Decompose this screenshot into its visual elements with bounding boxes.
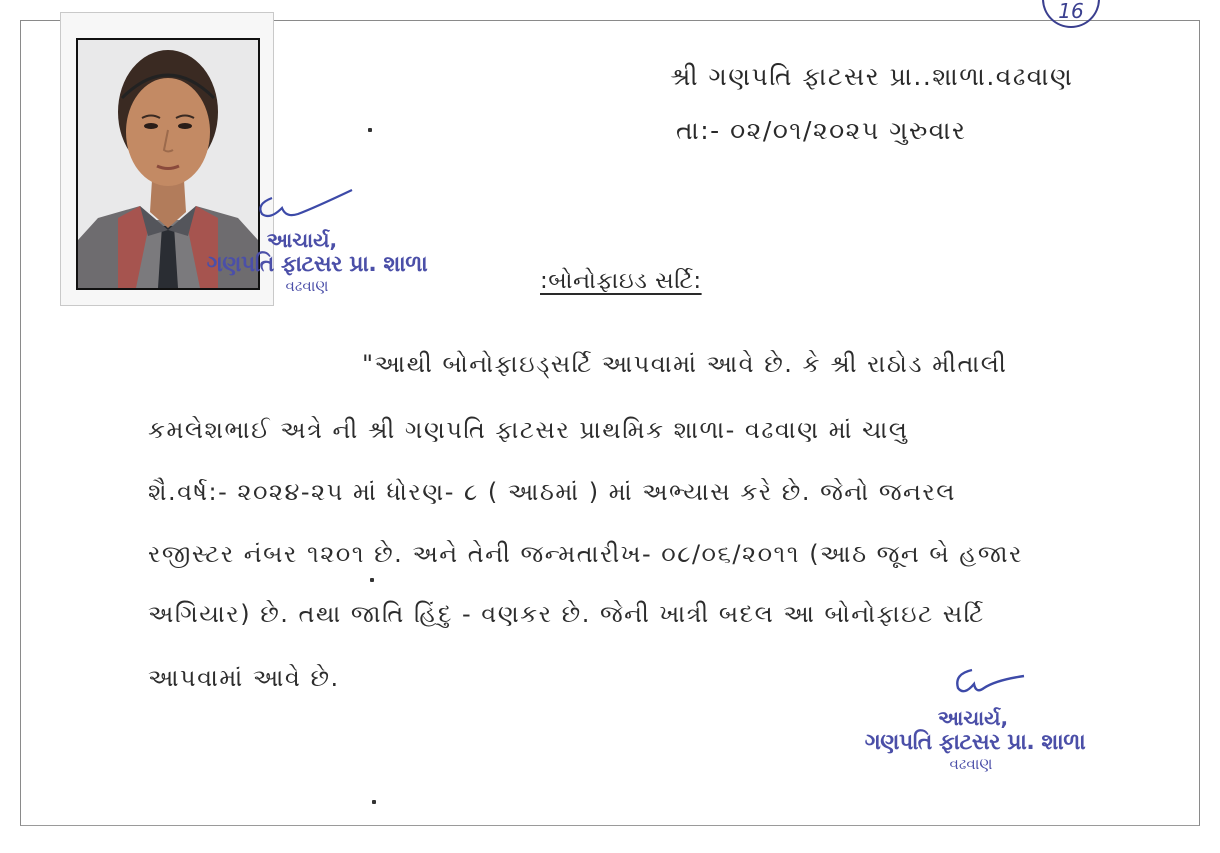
stamp-place: વઢવાણ [285, 277, 329, 295]
principal-signature-bottom [944, 654, 1034, 704]
stamp-org: ગણપતિ ફાટસર પ્રા. શાળા [206, 252, 428, 277]
body-line: કમલેશભાઈ અત્રે ની શ્રી ગણપતિ ફાટસર પ્રાથમિક શાળા- વઢવાણ માં ચાલુ [148, 416, 909, 444]
date-line: તા:- ૦૨/૦૧/૨૦૨૫ ગુરુવાર [676, 116, 967, 145]
scan-speck [370, 578, 374, 582]
body-line: "આથી બોનોફાઇડ્સર્ટિ આપવામાં આવે છે. કે શ્રી રાઠોડ મીતાલી [362, 350, 1008, 378]
body-line: શૈ.વર્ષ:- ૨૦૨૪-૨૫ માં ધોરણ- ૮ ( આઠમાં ) માં અભ્યાસ કરે છે. જેનો જનરલ [148, 478, 956, 506]
stamp-place: વઢવાણ [949, 755, 993, 773]
stamp-org: ગણપતિ ફાટસર પ્રા. શાળા [864, 730, 1086, 755]
school-header: શ્રી ગણપતિ ફાટસર પ્રા..શાળા.વઢવાણ [670, 62, 1074, 91]
stamp-role: આચાર્ય, [937, 706, 1009, 730]
certificate-heading: :બોનોફાઇડ સર્ટિ: [540, 268, 702, 294]
scan-speck [372, 800, 376, 804]
stamp-role: આચાર્ય, [266, 228, 338, 252]
scan-speck [368, 128, 372, 132]
principal-stamp-top [172, 228, 462, 295]
body-line: અગિયાર) છે. તથા જાતિ હિંદુ - વણકર છે. જેની ખાત્રી બદલ આ બોનોફાઇટ સર્ટિ [148, 600, 985, 628]
principal-stamp-bottom [830, 706, 1120, 773]
body-line: આપવામાં આવે છે. [148, 664, 340, 692]
body-line: રજીસ્ટર નંબર ૧૨૦૧ છે. અને તેની જન્મતારીખ- ૦૮/૦૬/૨૦૧૧ (આઠ જૂન બે હજાર [148, 540, 1023, 568]
principal-signature-top [252, 184, 362, 224]
page-number: 16 [1042, 0, 1100, 28]
